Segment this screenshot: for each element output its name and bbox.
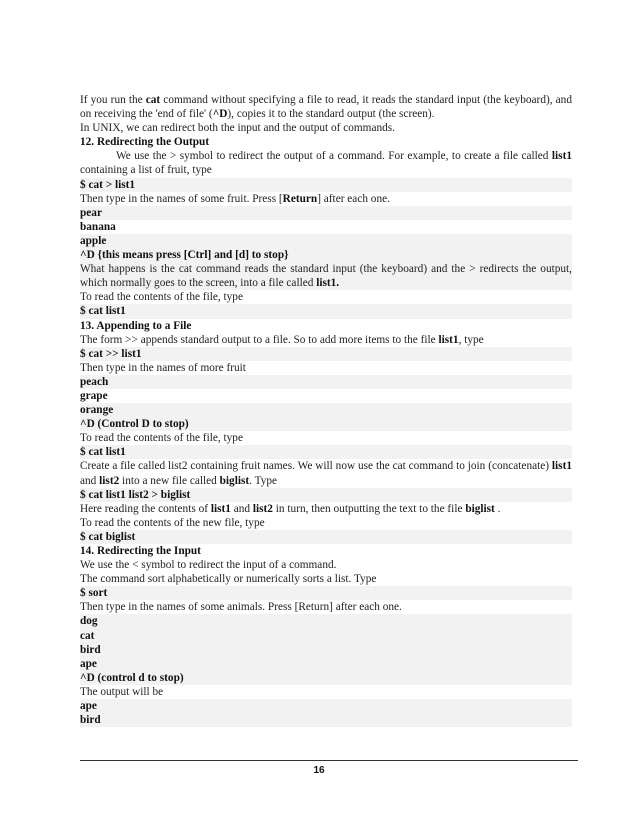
text-run: We use the > symbol to redirect the output of a command. For example, to create a file called (116, 150, 552, 163)
control-d-line: ^D (control d to stop) (80, 671, 572, 685)
command-line: $ sort (80, 586, 572, 600)
text-run: . Type (249, 474, 278, 487)
animal-list-item: ape (80, 657, 572, 671)
fruit-list-item: orange (80, 403, 572, 417)
page-number: 16 (313, 765, 325, 776)
filename-text: biglist (219, 474, 250, 487)
fruit-list-item: peach (80, 375, 572, 389)
filename-text: list1 (210, 502, 231, 515)
page-content (80, 93, 572, 727)
section-12-paragraph-4: To read the contents of the file, type (80, 291, 243, 304)
filename-text: list1 (438, 333, 459, 346)
filename-text: biglist (465, 502, 495, 515)
text-run: containing a list of fruit, type (80, 164, 212, 177)
control-d-line: ^D (Control D to stop) (80, 417, 572, 431)
filename-text: list2 (99, 474, 120, 487)
section-13-paragraph-1 (80, 333, 572, 347)
section-14-paragraph-4: The output will be (80, 685, 164, 698)
text-run: and (80, 474, 100, 487)
text-run: ] after each one. (317, 192, 390, 205)
text-run: command without specifying a file to read, it reads the standard input (the keyboard), and on receiving the 'end of file' ( (80, 94, 572, 121)
text-run: in turn, then outputting the text to the file (272, 502, 466, 515)
section-12-paragraph-2 (80, 192, 572, 206)
section-14-paragraph-1: We use the < symbol to redirect the input of a command. (80, 559, 337, 572)
section-12-heading: 12. Redirecting the Output (80, 136, 210, 149)
intro-redirect-line: In UNIX, we can redirect both the input and the output of commands. (80, 122, 395, 135)
animal-list-item: bird (80, 643, 572, 657)
section-12-paragraph-1 (80, 149, 572, 177)
section-12-paragraph-3 (80, 262, 572, 290)
text-run: and (230, 502, 253, 515)
section-13-paragraph-3: To read the contents of the file, type (80, 432, 243, 445)
command-line: $ cat list1 (80, 445, 572, 459)
filename-text: list1 (551, 460, 572, 473)
fruit-list-item: grape (80, 389, 108, 402)
output-list-item: ape (80, 699, 572, 713)
cat-command-text: cat (145, 94, 161, 106)
command-line: $ cat list1 list2 > biglist (80, 488, 572, 502)
section-13-paragraph-4 (80, 459, 572, 487)
control-d-line: ^D {this means press [Ctrl] and [d] to stop} (80, 248, 572, 262)
ctrl-d-text: ^D (212, 108, 228, 121)
text-run: , type (458, 333, 484, 346)
text-run: If you run the (80, 94, 146, 106)
key-name-text: Return (282, 192, 318, 205)
section-13-paragraph-2: Then type in the names of more fruit (80, 361, 246, 374)
fruit-list-item: pear (80, 206, 572, 220)
text-run: . (494, 502, 501, 515)
section-13-heading: 13. Appending to a File (80, 319, 192, 332)
animal-list-item: dog (80, 614, 572, 628)
command-line: $ cat > list1 (80, 178, 572, 192)
fruit-list-item: banana (80, 220, 116, 233)
section-13-paragraph-6: To read the contents of the new file, type (80, 516, 265, 529)
section-14-paragraph-3: Then type in the names of some animals. Press [Return] after each one. (80, 601, 402, 614)
fruit-list-item: apple (80, 234, 572, 248)
filename-text: list1. (316, 277, 340, 290)
section-14-heading: 14. Redirecting the Input (80, 545, 201, 557)
text-run: Here reading the contents of (80, 502, 211, 515)
command-line: $ cat >> list1 (80, 347, 572, 361)
section-14-paragraph-2: The command sort alphabetically or numerically sorts a list. Type (80, 573, 377, 586)
text-run: The form >> appends standard output to a file. So to add more items to the file (80, 333, 439, 346)
text-run: Then type in the names of some fruit. Press [ (80, 192, 283, 205)
footer-rule (80, 760, 578, 761)
animal-list-item: cat (80, 629, 572, 643)
section-13-paragraph-5 (80, 502, 572, 516)
text-run: What happens is the cat command reads the standard input (the keyboard) and the > redirects the output, which normally goes to the screen, into a file called (80, 263, 572, 290)
command-line: $ cat biglist (80, 530, 572, 544)
text-run: ), copies it to the standard output (the screen). (227, 108, 435, 121)
filename-text: list1 (551, 150, 572, 163)
output-list-item: bird (80, 713, 572, 727)
command-line: $ cat list1 (80, 304, 572, 318)
text-run: into a new file called (119, 474, 220, 487)
intro-paragraph (80, 93, 572, 121)
filename-text: list2 (252, 502, 273, 515)
text-run: Create a file called list2 containing fruit names. We will now use the cat command to join (concatenate) (80, 460, 552, 473)
